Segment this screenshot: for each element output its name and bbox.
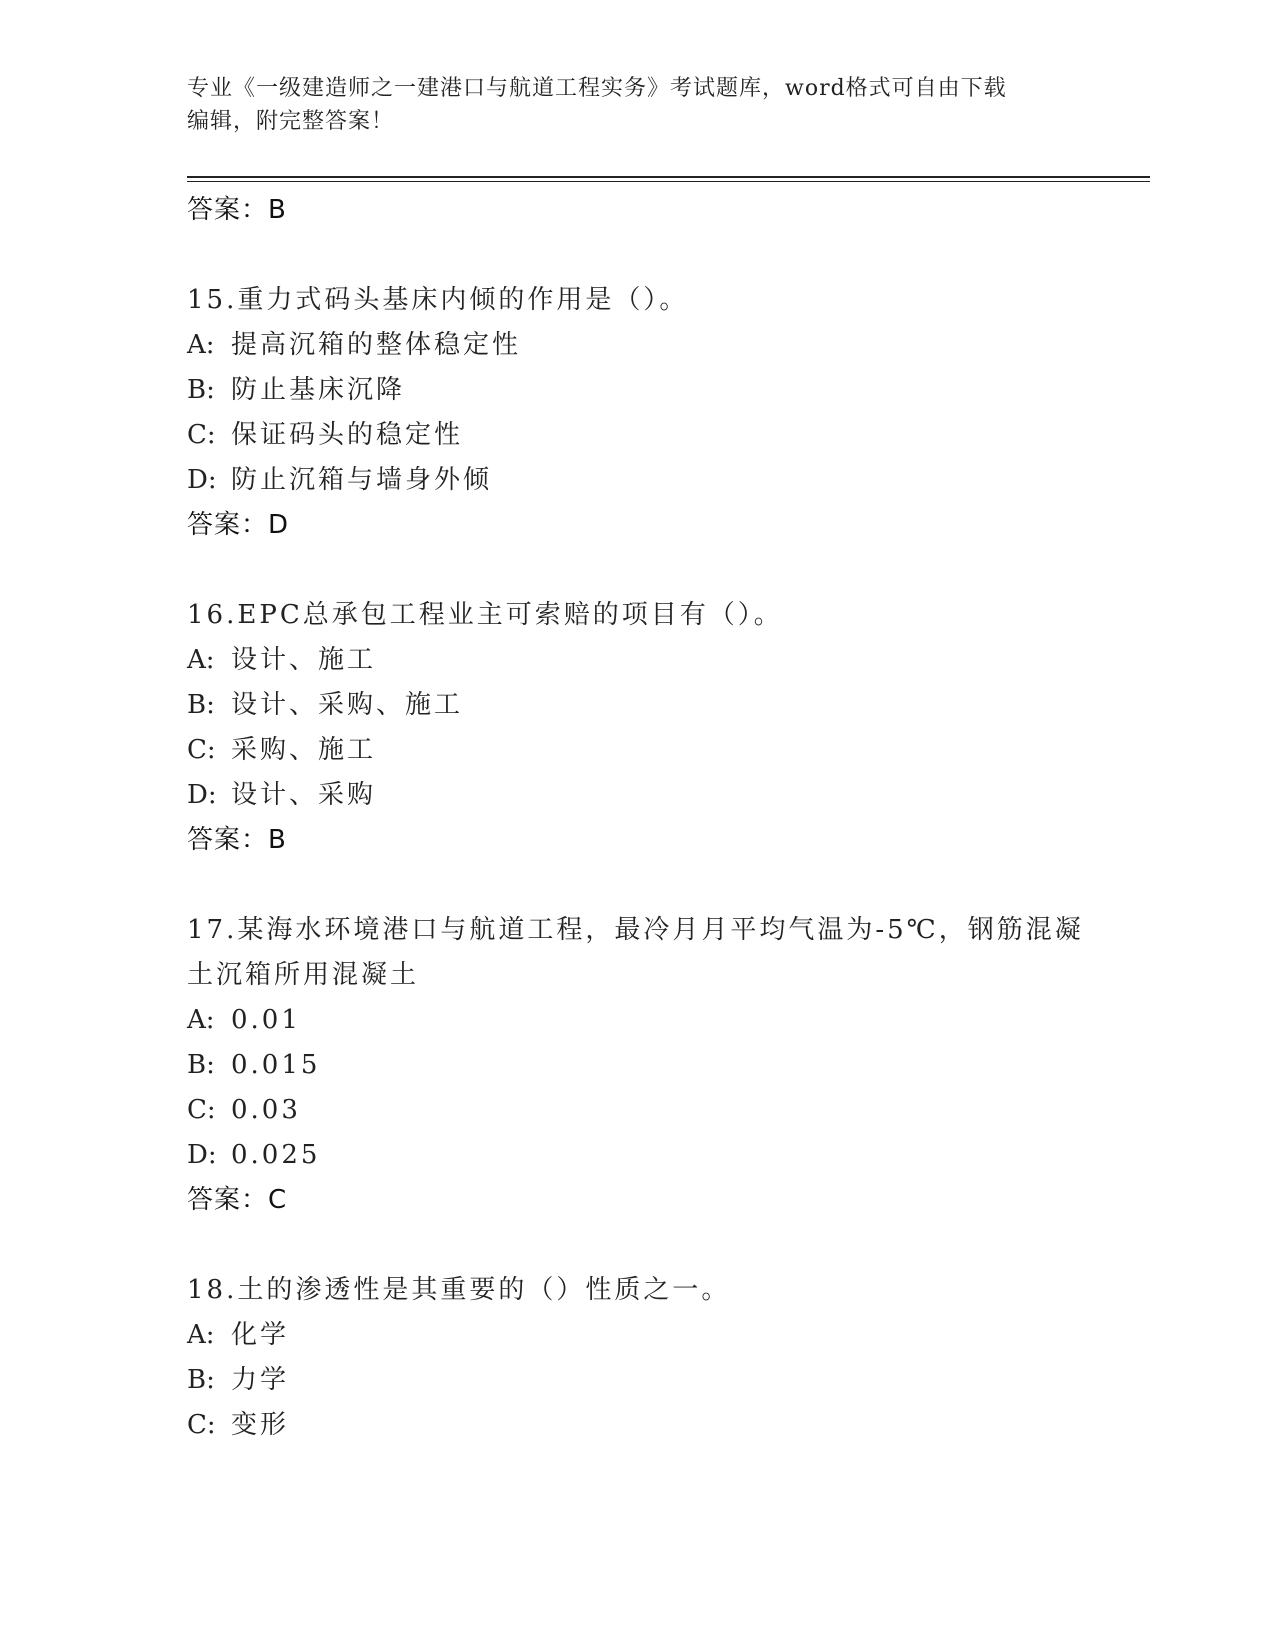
option-text: 保证码头的稳定性 xyxy=(231,420,464,450)
question-stem: 18.土的渗透性是其重要的（）性质之一。 xyxy=(187,1275,731,1305)
option-key: C: xyxy=(187,1095,216,1125)
option-c xyxy=(187,1403,1087,1448)
option-a xyxy=(187,638,1087,683)
option-key: C: xyxy=(187,1410,216,1440)
option-d xyxy=(187,458,1087,503)
option-b xyxy=(187,1043,1087,1088)
option-text: 采购、施工 xyxy=(231,735,377,765)
option-c xyxy=(187,413,1087,458)
question-17 xyxy=(187,908,1087,1223)
option-key: A: xyxy=(187,645,215,675)
option-text: 设计、施工 xyxy=(231,645,377,675)
option-text: 力学 xyxy=(231,1365,290,1395)
question-stem: 17.某海水环境港口与航道工程，最冷月月平均气温为-5℃，钢筋混凝土沉箱所用混凝土 xyxy=(187,915,1084,990)
option-a xyxy=(187,998,1087,1043)
option-b xyxy=(187,683,1087,728)
option-a xyxy=(187,323,1087,368)
option-a xyxy=(187,1313,1087,1358)
option-key: C: xyxy=(187,420,216,450)
option-c xyxy=(187,1088,1087,1133)
option-text: 设计、采购 xyxy=(231,780,377,810)
header-divider-thick xyxy=(187,176,1150,178)
option-d xyxy=(187,773,1087,818)
option-text: 防止沉箱与墙身外倾 xyxy=(231,465,493,495)
option-text: 防止基床沉降 xyxy=(231,375,406,405)
option-b xyxy=(187,1358,1087,1403)
option-key: B: xyxy=(187,690,215,720)
answer-line: 答案：D xyxy=(187,510,290,540)
option-text: 0.025 xyxy=(231,1140,321,1170)
option-key: A: xyxy=(187,330,215,360)
option-key: B: xyxy=(187,375,215,405)
answer-line: 答案：B xyxy=(187,195,287,225)
option-key: A: xyxy=(187,1005,215,1035)
option-text: 0.01 xyxy=(231,1005,301,1035)
option-text: 变形 xyxy=(231,1410,290,1440)
option-text: 0.015 xyxy=(231,1050,321,1080)
document-header xyxy=(187,72,1067,138)
header-line-2: 编辑，附完整答案！ xyxy=(187,109,395,134)
option-key: D: xyxy=(187,465,217,495)
option-key: C: xyxy=(187,735,216,765)
option-b xyxy=(187,368,1087,413)
option-key: A: xyxy=(187,1320,215,1350)
question-stem: 16.EPC总承包工程业主可索赔的项目有（）。 xyxy=(187,600,783,630)
question-15 xyxy=(187,278,1087,548)
option-text: 化学 xyxy=(231,1320,290,1350)
header-line-1: 专业《一级建造师之一建港口与航道工程实务》考试题库，word格式可自由下载 xyxy=(187,76,1007,101)
option-text: 设计、采购、施工 xyxy=(231,690,464,720)
option-key: B: xyxy=(187,1365,215,1395)
answer-line: 答案：B xyxy=(187,825,287,855)
question-16 xyxy=(187,593,1087,863)
question-stem: 15.重力式码头基床内倾的作用是（）。 xyxy=(187,285,689,315)
option-text: 提高沉箱的整体稳定性 xyxy=(231,330,522,360)
option-d xyxy=(187,1133,1087,1178)
question-list xyxy=(187,188,1087,1448)
option-c xyxy=(187,728,1087,773)
question-18 xyxy=(187,1268,1087,1448)
header-divider-thin xyxy=(187,181,1150,182)
option-text: 0.03 xyxy=(231,1095,301,1125)
answer-line: 答案：C xyxy=(187,1185,288,1215)
option-key: B: xyxy=(187,1050,215,1080)
option-key: D: xyxy=(187,1140,217,1170)
option-key: D: xyxy=(187,780,217,810)
